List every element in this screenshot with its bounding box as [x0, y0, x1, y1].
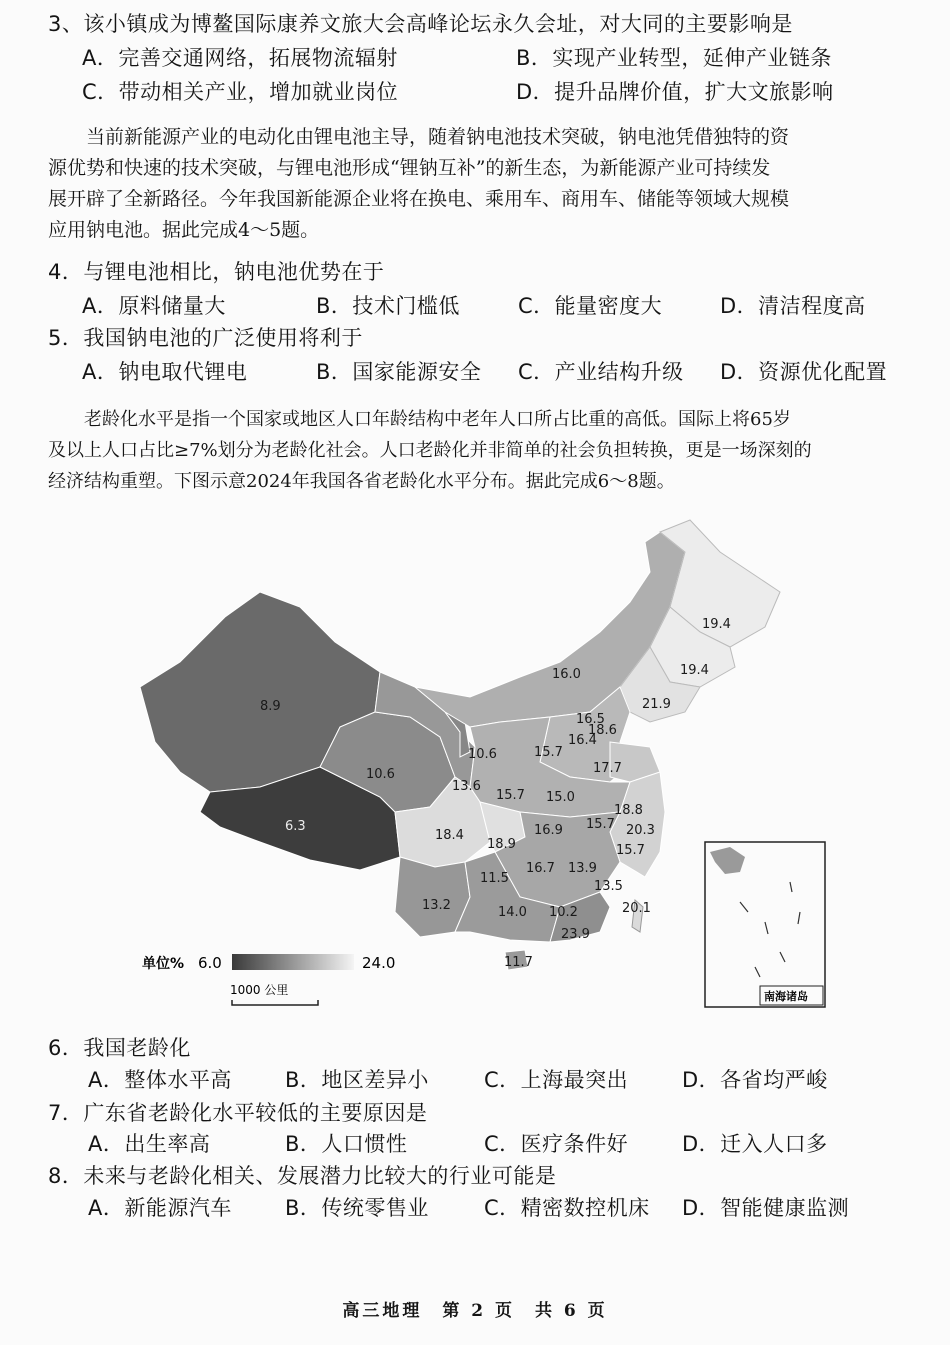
value-jiangxi: 13.9 [568, 861, 597, 876]
q5-option-b[interactable]: B．国家能源安全 [316, 360, 482, 384]
value-hunan: 16.7 [526, 861, 555, 876]
q6-option-d[interactable]: D．各省均严峻 [682, 1068, 828, 1092]
value-neimenggu: 16.0 [552, 667, 581, 682]
value-hainan: 11.7 [504, 955, 533, 970]
passage1-line: 展开辟了全新路径。今年我国新能源企业将在换电、乘用车、商用车、储能等领域大规模 [48, 188, 790, 210]
passage1-line: 应用钠电池。据此完成4～5题。 [48, 219, 320, 241]
value-taiwan: 20.1 [622, 901, 651, 916]
value-hebei: 16.4 [568, 733, 597, 748]
q8-option-c[interactable]: C．精密数控机床 [484, 1196, 650, 1220]
value-shanghai: 20.3 [626, 823, 655, 838]
value-shanxi: 15.7 [534, 745, 563, 760]
value-zhejiang: 15.7 [616, 843, 645, 858]
value-guizhou: 11.5 [480, 871, 509, 886]
q8-option-b[interactable]: B．传统零售业 [285, 1196, 429, 1220]
passage1-line: 源优势和快速的技术突破，与锂电池形成“锂钠互补”的新生态，为新能源产业可持续发 [48, 157, 771, 179]
value-beijing: 16.5 [576, 712, 605, 727]
q3-option-d[interactable]: D．提升品牌价值，扩大文旅影响 [516, 80, 834, 104]
legend-min: 6.0 [198, 954, 222, 972]
value-henan: 15.0 [546, 790, 575, 805]
q4-stem: 4．与锂电池相比，钠电池优势在于 [48, 260, 385, 284]
q6-option-c[interactable]: C．上海最突出 [484, 1068, 629, 1092]
q6-stem: 6．我国老龄化 [48, 1036, 191, 1060]
passage2-line: 老龄化水平是指一个国家或地区人口年龄结构中老年人口所占比重的高低。国际上将65岁 [84, 409, 791, 430]
value-shandong: 17.7 [593, 761, 622, 776]
q8-option-a[interactable]: A．新能源汽车 [88, 1196, 232, 1220]
q7-option-a[interactable]: A．出生率高 [88, 1132, 211, 1156]
value-sichuan: 18.4 [435, 828, 464, 843]
value-guangdong: 10.2 [549, 905, 578, 920]
passage2-line: 及以上人口占比≥7%划分为老龄化社会。人口老龄化并非简单的社会负担转换，更是一场深刻的 [48, 440, 812, 461]
passage2-line: 经济结构重塑。下图示意2024年我国各省老龄化水平分布。据此完成6～8题。 [48, 471, 675, 492]
value-guangxi: 14.0 [498, 905, 527, 920]
q7-option-c[interactable]: C．医疗条件好 [484, 1132, 629, 1156]
scale-bar [232, 1000, 318, 1005]
passage-sodium-battery [48, 122, 928, 246]
q6-option-b[interactable]: B．地区差异小 [285, 1068, 429, 1092]
page-footer: 高三地理 第 2 页 共 6 页 [342, 1301, 608, 1321]
q4-option-c[interactable]: C．能量密度大 [518, 294, 663, 318]
inset-label: 南海诸岛 [764, 990, 808, 1003]
aging-map-figure [140, 512, 830, 1012]
value-fujian: 13.5 [594, 879, 623, 894]
q4-option-b[interactable]: B．技术门槛低 [316, 294, 460, 318]
value-chongqing: 18.9 [487, 837, 516, 852]
q4-option-d[interactable]: D．清洁程度高 [720, 294, 866, 318]
q7-option-b[interactable]: B．人口惯性 [285, 1132, 408, 1156]
value-hongkong: 23.9 [561, 927, 590, 942]
q5-stem: 5．我国钠电池的广泛使用将利于 [48, 326, 363, 350]
value-xinjiang: 8.9 [260, 699, 281, 714]
value-ningxia: 10.6 [468, 747, 497, 762]
value-jilin: 19.4 [680, 663, 709, 678]
q3-option-a[interactable]: A．完善交通网络，拓展物流辐射 [82, 46, 398, 70]
passage1-line: 当前新能源产业的电动化由锂电池主导，随着钠电池技术突破，钠电池凭借独特的资 [86, 126, 790, 148]
q7-option-d[interactable]: D．迁入人口多 [682, 1132, 828, 1156]
value-hubei: 16.9 [534, 823, 563, 838]
value-xizang: 6.3 [285, 819, 306, 834]
value-liaoning: 21.9 [642, 697, 671, 712]
value-jiangsu: 18.8 [614, 803, 643, 818]
q3-option-c[interactable]: C．带动相关产业，增加就业岗位 [82, 80, 399, 104]
q5-option-c[interactable]: C．产业结构升级 [518, 360, 684, 384]
q8-stem: 8．未来与老龄化相关、发展潜力比较大的行业可能是 [48, 1164, 557, 1188]
q4-option-a[interactable]: A．原料储量大 [82, 294, 226, 318]
q3-stem: 3、该小镇成为博鳌国际康养文旅大会高峰论坛永久会址，对大同的主要影响是 [48, 12, 793, 36]
q7-stem: 7．广东省老龄化水平较低的主要原因是 [48, 1101, 428, 1125]
legend-bar [232, 954, 354, 970]
aging-map [140, 512, 830, 1012]
legend-max: 24.0 [362, 954, 396, 972]
q5-option-a[interactable]: A．钠电取代锂电 [82, 360, 248, 384]
passage-aging [48, 404, 928, 497]
value-anhui: 15.7 [586, 817, 615, 832]
q8-option-d[interactable]: D．智能健康监测 [682, 1196, 850, 1220]
q6-option-a[interactable]: A．整体水平高 [88, 1068, 232, 1092]
legend-unit: 单位% [142, 956, 185, 972]
value-shaanxi: 15.7 [496, 788, 525, 803]
q3-option-b[interactable]: B．实现产业转型，延伸产业链条 [516, 46, 832, 70]
scale-label: 1000 公里 [230, 983, 289, 997]
value-qinghai: 10.6 [366, 767, 395, 782]
value-heilongjiang: 19.4 [702, 617, 731, 632]
q5-option-d[interactable]: D．资源优化配置 [720, 360, 888, 384]
value-gansu: 13.6 [452, 779, 481, 794]
value-tianjin: 18.6 [588, 723, 617, 738]
value-yunnan: 13.2 [422, 898, 451, 913]
